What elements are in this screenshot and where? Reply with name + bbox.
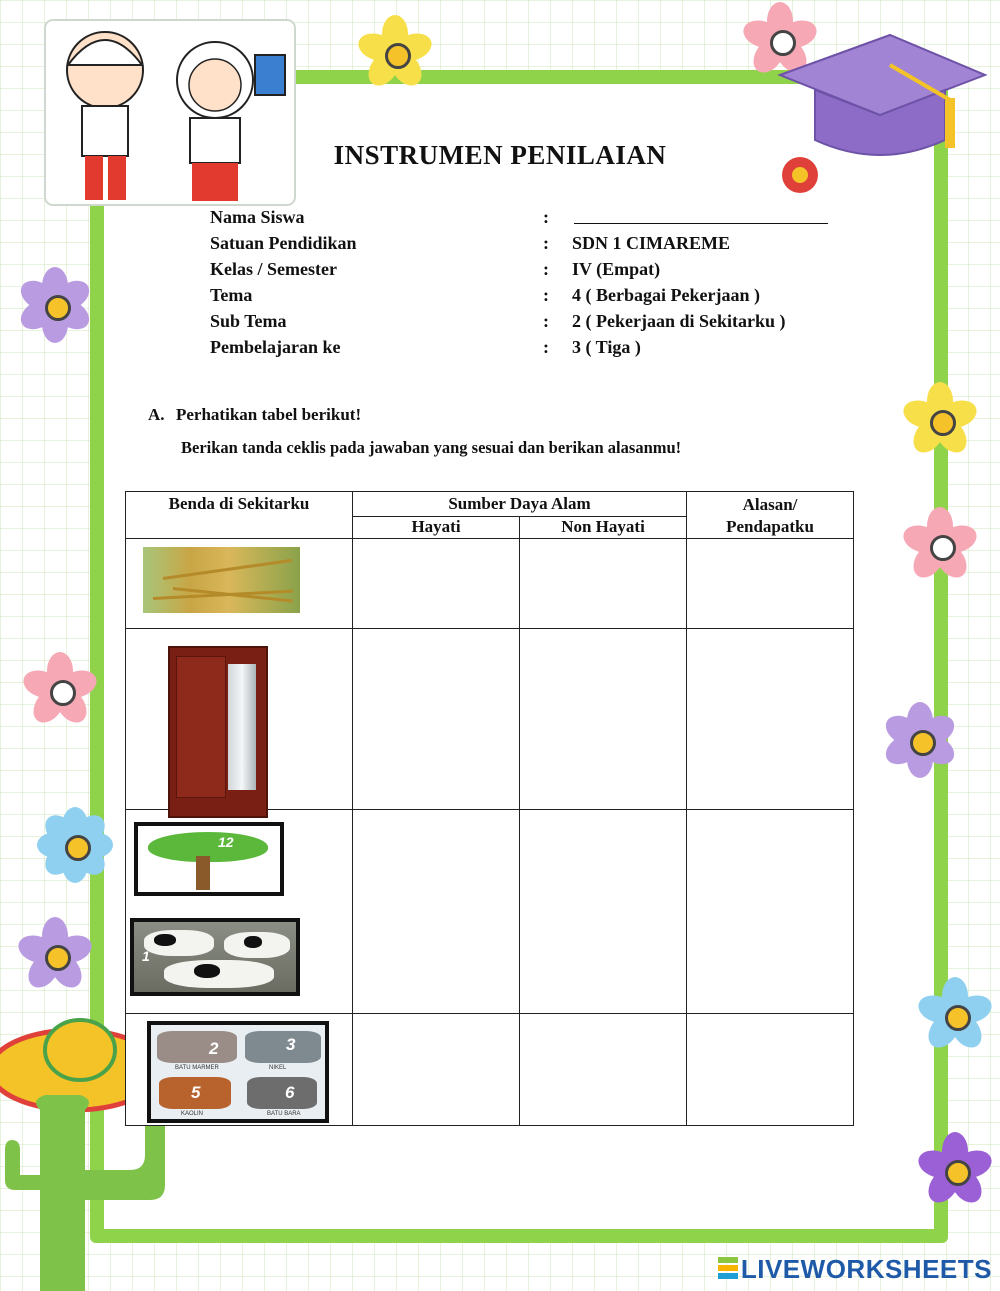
- info-label: Nama Siswa: [210, 207, 305, 227]
- image-number: 1: [142, 948, 150, 964]
- info-value: SDN 1 CIMAREME: [572, 233, 731, 253]
- section-heading-text: Perhatikan tabel berikut!: [176, 405, 362, 424]
- info-label: Sub Tema: [210, 311, 287, 331]
- header-alasan-line2: Pendapatku: [726, 517, 814, 536]
- header-alasan-line1: Alasan/: [742, 495, 798, 514]
- wardrobe-image: [168, 646, 268, 818]
- pink-flower-icon: [20, 650, 100, 730]
- non-hayati-cell[interactable]: [520, 629, 687, 810]
- yellow-flower-icon: [360, 18, 430, 88]
- info-colon: :: [543, 233, 549, 253]
- non-hayati-cell[interactable]: [520, 1014, 687, 1126]
- image-number: 12: [218, 834, 234, 850]
- hayati-cell[interactable]: [353, 539, 520, 629]
- header-sumber-daya-alam: Sumber Daya Alam: [353, 492, 687, 517]
- info-label: Satuan Pendidikan: [210, 233, 357, 253]
- info-value: IV (Empat): [572, 259, 661, 279]
- page-title: INSTRUMEN PENILAIAN: [333, 140, 667, 170]
- header-hayati: Hayati: [353, 516, 520, 538]
- rock-label: BATU MARMER: [175, 1065, 219, 1071]
- info-row-class: [210, 259, 850, 285]
- purple-flower-icon: [20, 920, 90, 990]
- info-row-name: [210, 207, 850, 233]
- section-instruction: Berikan tanda ceklis pada jawaban yang sesuai dan berikan alasanmu!: [181, 438, 682, 457]
- graduation-cap-icon: [770, 20, 990, 210]
- tree-image: [134, 822, 284, 896]
- info-colon: :: [543, 311, 549, 331]
- liveworksheets-brand: [718, 1254, 992, 1285]
- pink-flower-icon: [895, 500, 985, 590]
- purple-flower-icon: [925, 1140, 985, 1200]
- hayati-cell[interactable]: [353, 1014, 520, 1126]
- blue-flower-icon: [30, 800, 120, 890]
- info-value: 2 ( Pekerjaan di Sekitarku ): [572, 311, 786, 331]
- header-benda: Benda di Sekitarku: [126, 492, 353, 539]
- section-number: A.: [148, 405, 165, 424]
- hayati-cell[interactable]: [353, 810, 520, 1014]
- info-row-subtheme: [210, 311, 850, 337]
- info-value: 3 ( Tiga ): [572, 337, 641, 357]
- rock-label: BATU BARA: [267, 1111, 301, 1117]
- reason-cell[interactable]: [687, 810, 854, 1014]
- blue-flower-icon: [920, 980, 990, 1050]
- student-info: [210, 207, 850, 363]
- header-alasan: [687, 492, 854, 539]
- info-colon: :: [543, 337, 549, 357]
- section-heading: [148, 405, 361, 425]
- students-illustration: [30, 10, 300, 210]
- purple-flower-icon: [10, 260, 100, 350]
- header-non-hayati: Non Hayati: [520, 516, 687, 538]
- info-label: Pembelajaran ke: [210, 337, 341, 357]
- info-colon: :: [543, 259, 549, 279]
- student-name-field[interactable]: [574, 223, 828, 224]
- rock-label: KAOLIN: [181, 1111, 204, 1117]
- liveworksheets-logo-icon: [718, 1257, 738, 1281]
- rock-label: NIKEL: [269, 1065, 287, 1071]
- info-value: 4 ( Berbagai Pekerjaan ): [572, 285, 760, 305]
- hayati-cell[interactable]: [353, 629, 520, 810]
- non-hayati-cell[interactable]: [520, 539, 687, 629]
- rice-plant-image: [143, 547, 300, 613]
- purple-flower-icon: [880, 700, 960, 780]
- image-number: 5: [191, 1083, 201, 1102]
- info-colon: :: [543, 285, 549, 305]
- brand-name: LIVEWORKSHEETS: [740, 1254, 992, 1284]
- reason-cell[interactable]: [687, 1014, 854, 1126]
- image-number: 6: [285, 1083, 295, 1102]
- cows-image: [130, 918, 300, 996]
- info-row-lesson: [210, 337, 850, 363]
- reason-cell[interactable]: [687, 629, 854, 810]
- info-label: Tema: [210, 285, 253, 305]
- info-colon: :: [543, 207, 549, 227]
- non-hayati-cell[interactable]: [520, 810, 687, 1014]
- image-number: 2: [209, 1039, 219, 1058]
- image-number: 3: [286, 1035, 296, 1054]
- yellow-flower-icon: [900, 380, 980, 460]
- info-label: Kelas / Semester: [210, 259, 337, 279]
- info-row-school: [210, 233, 850, 259]
- info-row-theme: [210, 285, 850, 311]
- rocks-image: [147, 1021, 329, 1123]
- reason-cell[interactable]: [687, 539, 854, 629]
